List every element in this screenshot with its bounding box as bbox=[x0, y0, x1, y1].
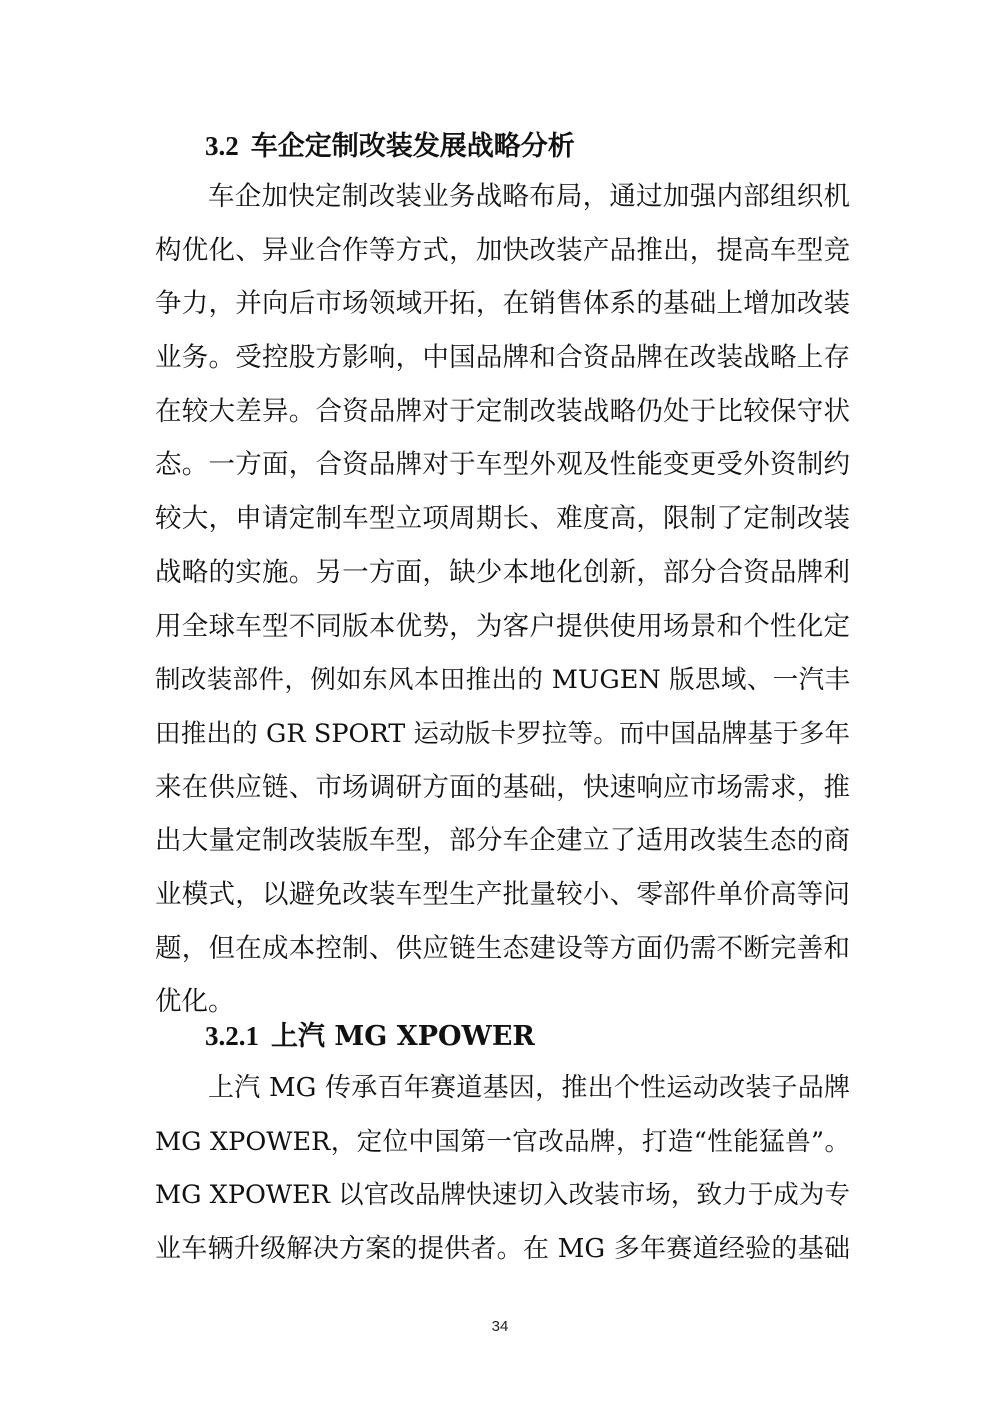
section-title: 车企定制改装发展战略分析 bbox=[250, 131, 575, 162]
section-heading bbox=[205, 128, 575, 165]
body-line: 态。一方面，合资品牌对于车型外观及性能变更受外资制约 bbox=[155, 449, 850, 481]
body-line: 用全球车型不同版本优势，为客户提供使用场景和个性化定 bbox=[155, 610, 850, 642]
body-line: 争力，并向后市场领域开拓，在销售体系的基础上增加改装 bbox=[155, 288, 850, 320]
body-line: 业车辆升级解决方案的提供者。在 MG 多年赛道经验的基础 bbox=[155, 1234, 850, 1265]
section-body bbox=[155, 177, 850, 1036]
body-line: 田推出的 GR SPORT 运动版卡罗拉等。而中国品牌基于多年 bbox=[155, 718, 850, 749]
body-line: 制改装部件，例如东风本田推出的 MUGEN 版思域、一汽丰 bbox=[155, 665, 850, 696]
subsection-body bbox=[155, 1068, 850, 1283]
body-line: 业模式，以避免改装车型生产批量较小、零部件单价高等问 bbox=[155, 878, 850, 910]
body-line: 车企加快定制改装业务战略布局，通过加强内部组织机 bbox=[208, 181, 850, 212]
body-line: 上汽 MG 传承百年赛道基因，推出个性运动改装子品牌 bbox=[208, 1073, 850, 1103]
body-line: 战略的实施。另一方面，缺少本地化创新，部分合资品牌利 bbox=[155, 556, 850, 588]
body-line: 题，但在成本控制、供应链生态建设等方面仍需不断完善和 bbox=[155, 932, 850, 964]
body-line: 来在供应链、市场调研方面的基础，快速响应市场需求，推 bbox=[155, 771, 850, 803]
subsection-title: 上汽 MG XPOWER bbox=[271, 1021, 535, 1052]
body-line: 构优化、异业合作等方式，加快改装产品推出，提高车型竞 bbox=[155, 234, 850, 266]
body-line: 较大，申请定制车型立项周期长、难度高，限制了定制改装 bbox=[155, 503, 850, 535]
body-line: 在较大差异。合资品牌对于定制改装战略仍处于比较保守状 bbox=[155, 395, 850, 427]
section-number: 3.2 bbox=[205, 131, 239, 161]
body-line: MG XPOWER 以官改品牌快速切入改装市场，致力于成为专 bbox=[155, 1180, 850, 1211]
subsection-number: 3.2.1 bbox=[205, 1021, 259, 1051]
body-line: 业务。受控股方影响，中国品牌和合资品牌在改装战略上存 bbox=[155, 342, 850, 374]
subsection-heading bbox=[205, 1018, 535, 1055]
body-line: 优化。 bbox=[155, 986, 235, 1018]
body-line: MG XPOWER，定位中国第一官改品牌，打造“性能猛兽”。 bbox=[155, 1126, 850, 1157]
page-number: 34 bbox=[491, 1318, 509, 1335]
body-line: 出大量定制改装版车型，部分车企建立了适用改装生态的商 bbox=[155, 825, 850, 857]
